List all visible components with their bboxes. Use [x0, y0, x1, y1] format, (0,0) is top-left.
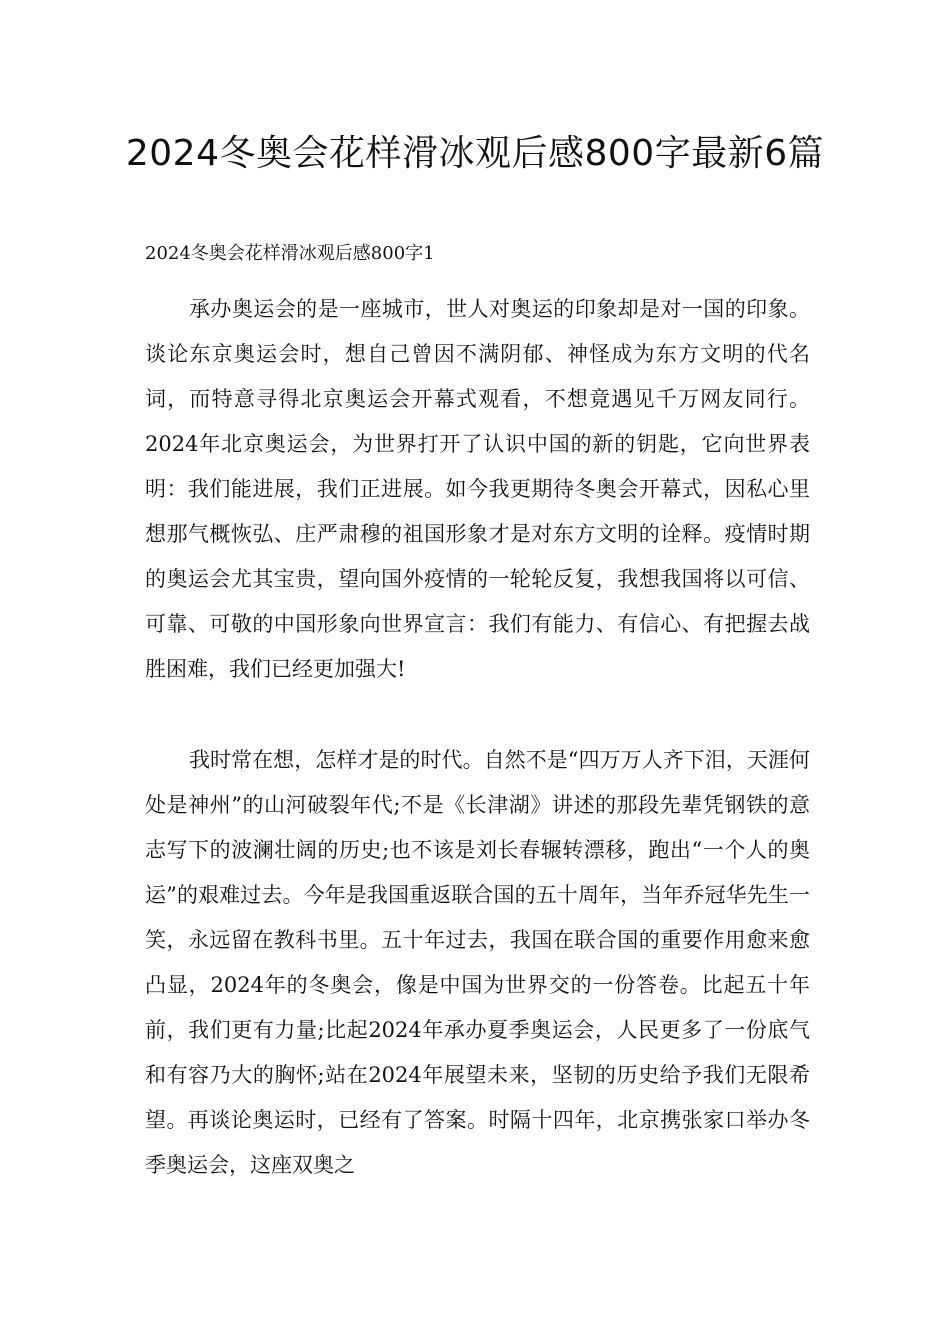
- paragraph-2: 我时常在想，怎样才是的时代。自然不是“四万万人齐下泪，天涯何处是神州”的山河破裂年代;不是《长津湖》讲述的那段先辈凭钢铁的意志写下的波澜壮阔的历史;也不该是刘长春辗转漂移，跑出“一个人的奥运”的艰难过去。今年是我国重返联合国的五十周年，当年乔冠华先生一笑，永远留在教科书里。五十年过去，我国在联合国的重要作用愈来愈凸显，2024年的冬奥会，像是中国为世界交的一份答卷。比起五十年前，我们更有力量;比起2024年承办夏季奥运会，人民更多了一份底气和有容乃大的胸怀;站在2024年展望未来，坚韧的历史给予我们无限希望。再谈论奥运时，已经有了答案。时隔十四年，北京携张家口举办冬季奥运会，这座双奥之: [145, 748, 810, 1177]
- section-heading: 2024冬奥会花样滑冰观后感800字1: [145, 243, 435, 264]
- paragraph-1: 承办奥运会的是一座城市，世人对奥运的印象却是对一国的印象。谈论东京奥运会时，想自己曾因不满阴郁、神怪成为东方文明的代名词，而特意寻得北京奥运会开幕式观看，不想竟遇见千万网友同行。2024年北京奥运会，为世界打开了认识中国的新的钥匙，它向世界表明：我们能进展，我们正进展。如今我更期待冬奥会开幕式，因私心里想那气概恢弘、庄严肃穆的祖国形象才是对东方文明的诠释。疫情时期的奥运会尤其宝贵，望向国外疫情的一轮轮反复，我想我国将以可信、可靠、可敬的中国形象向世界宣言：我们有能力、有信心、有把握去战胜困难，我们已经更加强大!: [145, 297, 810, 681]
- document-title: 2024冬奥会花样滑冰观后感800字最新6篇: [125, 133, 825, 174]
